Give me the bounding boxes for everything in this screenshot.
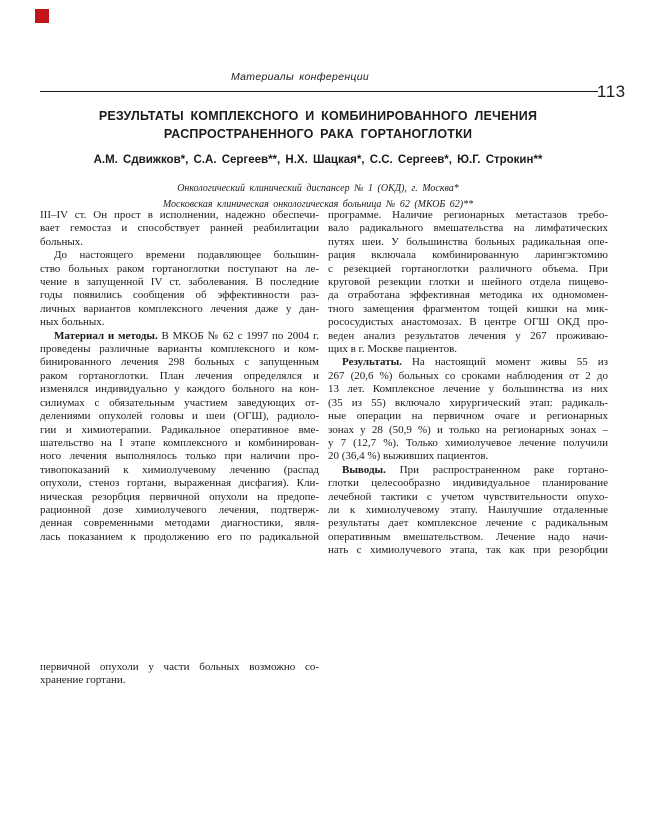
text-line: хранение гортани. [40,674,126,687]
text-line: веден анализ результатов лечения у 267 проживаю- [328,329,608,342]
affiliations-block [8,181,628,212]
text-line: ные операции на первичном очаге и регионарных [328,410,608,423]
text-line: с резекцией гортаноглотки различного объема. При [328,262,608,275]
text-line: ного лечения выполнялось только при наличии про- [40,450,319,463]
continuation-fragment [40,661,319,688]
text-line: делениями опухолей головы и шеи (ОГШ), радиоло- [40,410,319,423]
text-line: силиумах с обязательным участием заведующих от- [40,396,319,409]
text-line: рососудистых анастомозах. В центре ОГШ ОКД про- [328,316,608,329]
text-line: лась показанием к продолжению его по радикальной [40,530,319,543]
text-line: щих в г. Москве пациентов. [328,343,458,356]
text-line: ных больных. [40,316,105,329]
text-line: ническая резорбция первичной опухоли на предопе- [40,490,319,503]
text-line: шательство на I этапе комплексного и комбинирован- [40,436,319,449]
text-line: проведены различные варианты комплексного и ком- [40,343,319,356]
text-line: рационной дозе химиолучевого лечения, подтверж- [40,503,319,516]
text-line: ство больных раком гортаноглотки поступают на ле- [40,262,319,275]
affiliation-2: Московская клиническая онкологическая больница № 62 (МКОБ 62)** [162,198,474,210]
text-line: зонах у 28 (50,9 %) и только на регионарных зонах – [328,423,608,436]
header-rule [40,91,598,92]
text-line: раком гортаноглотки. План лечения определялся и [40,369,319,382]
text-line: глотки целесообразно индивидуальное планирование [328,477,608,490]
text-line: гии и химиотерапии. Радикальное оперативное вме- [40,423,319,436]
text-line: вало радикального вмешательства на лимфатических [328,222,608,235]
text-line: опухоли, стеноз гортани, выраженная дисфагия). Кли- [40,477,319,490]
text-line: путях шеи. У большинства больных радикальная опе- [328,235,608,248]
text-line: нать с химиолучевого этапа, так как при резорбции [328,544,608,557]
text-line: личных вариантов комплексного лечения даже у дан- [40,302,319,315]
article-title [8,108,628,143]
text-line: До настоящего времени подавляющее большин- [54,249,319,262]
text-line: Выводы. При распространенном раке гортано- [342,463,608,476]
text-line: тивопоказаний к химиолучевому лечению (распад [40,463,319,476]
text-line: денная современными методами диагностики, явля- [40,517,319,530]
text-line: 20 (36,4 %) выживших пациентов. [328,450,489,463]
text-line: ли к химиолучевому этапу. Наилучшие отдаленные [328,503,608,516]
text-column-right [328,209,608,558]
text-line: да отработана эффективная методика их одномомен- [328,289,608,302]
authors-line: А.М. Сдвижков*, С.А. Сергеев**, Н.Х. Шацкая*, С.С. Сергеев*, Ю.Г. Строкин** [93,154,543,166]
text-line: изменялся индивидуально у каждого больного на кон- [40,383,319,396]
text-line: 267 (20,6 %) больных со сроками наблюдения от 2 до [328,369,608,382]
text-line: результаты дает комплексное лечение с радикальным [328,517,608,530]
running-head: Материалы конференции [230,71,369,83]
text-line: у 7 (12,7 %). Только химиолучевое лечение получили [328,436,608,449]
text-line: лечебной тактики с учетом чувствительности опухо- [328,490,608,503]
text-line: Результаты. На настоящий момент живы 55 из [342,356,608,369]
text-line: больных. [40,235,83,248]
affiliation-1: Онкологический клинический диспансер № 1 (ОКД), г. Москва* [177,183,459,194]
text-line: (35 из 55) включало хирургический этап: радикаль- [328,396,608,409]
text-line: рация включала комбинированную ларингэктомию [328,249,608,262]
text-line: III–IV ст. Он прост в исполнении, надежно обеспечи- [40,209,319,221]
text-line: Материал и методы. В МКОБ № 62 с 1997 по 2004 г. [54,329,319,342]
article-title-line-2: РАСПРОСТРАНЕННОГО РАКА ГОРТАНОГЛОТКИ [163,126,473,141]
text-line: программе. Наличие регионарных метастазов требо- [328,209,608,221]
text-line: оперативным вмешательством. Лечение надо начи- [328,530,608,543]
text-column-left [40,209,319,544]
text-line: бинированного лечения 298 больных с запущенным [40,356,319,369]
text-line: чение в запущенной IV ст. заболевания. В последние [40,276,319,289]
text-line: 13 лет. Комплексное лечение у большинства из них [328,383,608,396]
page-number: 113 [597,82,626,101]
text-line: круговой резекции глотки и шейного отдела пищево- [328,276,608,289]
text-line: вает гемостаз и способствует ранней реабилитации [40,222,319,235]
text-line: первичной опухоли у части больных возможно со- [40,661,319,673]
text-line: годы появились сообщения об эффективности раз- [40,289,319,302]
red-corner-marker [35,9,49,23]
article-title-line-1: РЕЗУЛЬТАТЫ КОМПЛЕКСНОГО И КОМБИНИРОВАННОГО ЛЕЧЕНИЯ [98,109,538,123]
text-line: тного замещения фрагментом тощей кишки на мик- [328,302,608,315]
